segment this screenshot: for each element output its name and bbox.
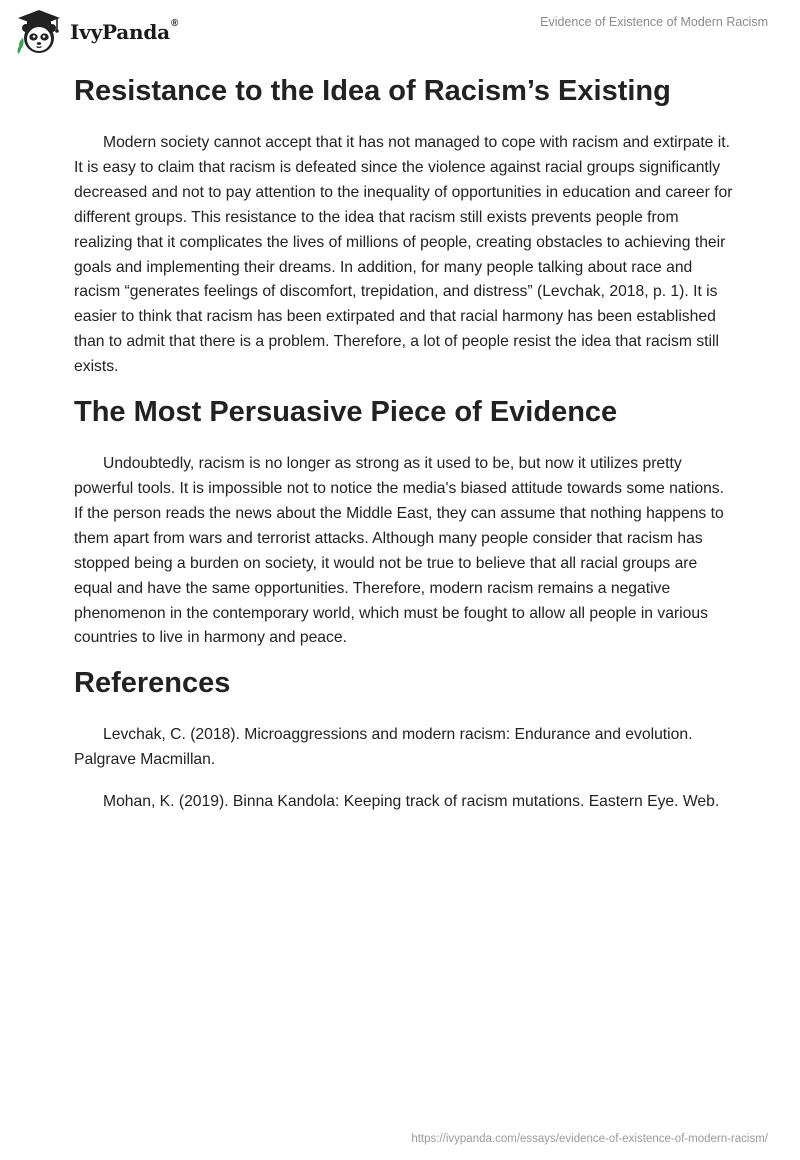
logo-wordmark: IvyPanda®	[70, 18, 179, 44]
panda-graduation-cap-icon	[14, 8, 64, 56]
page-header	[0, 0, 800, 60]
essay-content	[74, 70, 734, 815]
section-paragraph-evidence: Undoubtedly, racism is no longer as strong as it used to be, but now it utilizes pretty powerful tools. It is impossible not to notice the media's biased attitude towards some nations. If the person reads the news about the Middle East, they can assume that nothing happens to them apart from wars and terrorist attacks. Although many people consider that racism has stopped being a burden on society, it would not be true to believe that all racial groups are equal and have the same opportunities. Therefore, modern racism remains a negative phenomenon in the contemporary world, which must be fought to allow all people in various countries to live in harmony and peace.	[74, 455, 725, 647]
section-heading-evidence: The Most Persuasive Piece of Evidence	[74, 396, 618, 429]
document-title: Evidence of Existence of Modern Racism	[540, 15, 768, 29]
references-heading: References	[74, 667, 231, 700]
source-url[interactable]: https://ivypanda.com/essays/evidence-of-existence-of-modern-racism/	[411, 1133, 768, 1145]
reference-item: Levchak, C. (2018). Microaggressions and modern racism: Endurance and evolution. Palgrave Macmillan.	[74, 726, 693, 769]
section-heading-resistance: Resistance to the Idea of Racism’s Existing	[74, 75, 671, 107]
ivypanda-logo[interactable]	[14, 8, 178, 56]
section-paragraph-resistance: Modern society cannot accept that it has not managed to cope with racism and extirpate it. It is easy to claim that racism is defeated since the violence against racial groups significantly decreased and not to pay attention to the inequality of opportunities in education and career for different groups. This resistance to the idea that racism still exists prevents people from realizing that it complicates the lives of millions of people, creating obstacles to achieving their goals and implementing their dreams. In addition, for many people talking about race and racism “generates feelings of discomfort, trepidation, and distress” (Levchak, 2018, p. 1). It is easier to think that racism has been extirpated and that racial harmony has been established than to admit that there is a problem. Therefore, a lot of people resist the idea that racism still exists.	[74, 134, 733, 376]
reference-item: Mohan, K. (2019). Binna Kandola: Keeping track of racism mutations. Eastern Eye. Web.	[103, 793, 720, 811]
